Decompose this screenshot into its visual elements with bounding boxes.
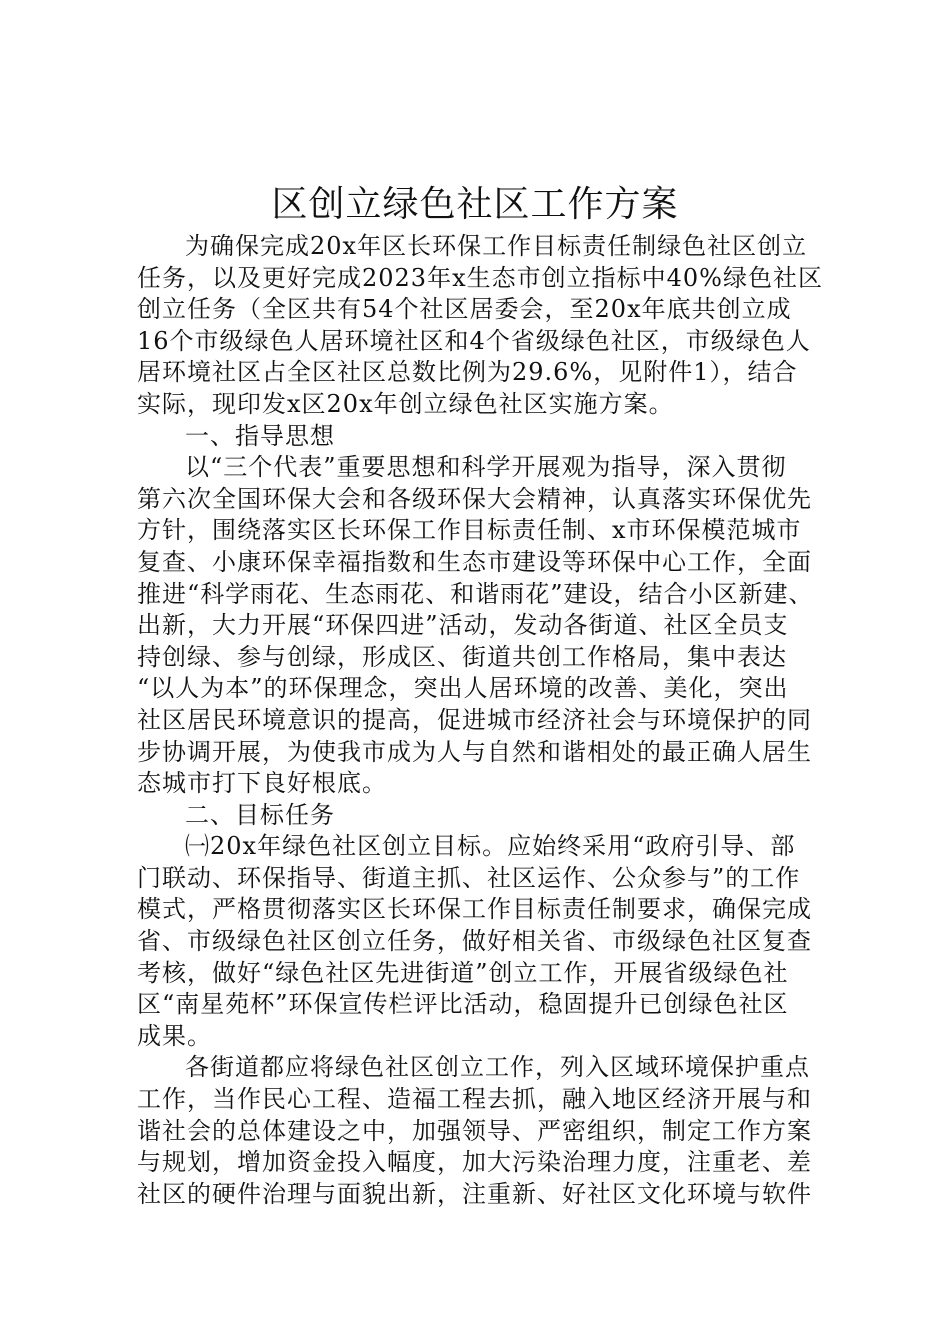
text-line: 态城市打下良好根底。 bbox=[137, 769, 387, 798]
text-line: 为确保完成20x年区长环保工作目标责任制绿色社区创立 bbox=[185, 232, 808, 260]
text-line: 区“南星苑杯”环保宣传栏评比活动，稳固提升已创绿色社区 bbox=[137, 990, 789, 1019]
text-line: 模式，严格贯彻落实区长环保工作目标责任制要求，确保完成 bbox=[137, 895, 812, 924]
text-line: 16个市级绿色人居环境社区和4个省级绿色社区，市级绿色人 bbox=[137, 326, 811, 355]
text-line: 以“三个代表”重要思想和科学开展观为指导，深入贯彻 bbox=[185, 453, 787, 482]
document-body bbox=[137, 231, 837, 1210]
text-line: 社区的硬件治理与面貌出新，注重新、好社区文化环境与软件 bbox=[137, 1179, 812, 1208]
text-line: 与规划，增加资金投入幅度，加大污染治理力度，注重老、差 bbox=[137, 1148, 812, 1177]
text-line: 省、市级绿色社区创立任务，做好相关省、市级绿色社区复查 bbox=[137, 927, 812, 956]
text-line: 任务，以及更好完成2023年x生态市创立指标中40%绿色社区 bbox=[137, 263, 823, 292]
text-line: 方针，围绕落实区长环保工作目标责任制、x市环保模范城市 bbox=[137, 516, 802, 545]
text-line: 步协调开展，为使我市成为人与自然和谐相处的最正确人居生 bbox=[137, 737, 812, 766]
text-line: 各街道都应将绿色社区创立工作，列入区域环境保护重点 bbox=[185, 1053, 810, 1082]
text-line: 社区居民环境意识的提高，促进城市经济社会与环境保护的同 bbox=[137, 705, 812, 734]
text-line: 复查、小康环保幸福指数和生态市建设等环保中心工作，全面 bbox=[137, 547, 812, 576]
document-title: 区创立绿色社区工作方案 bbox=[271, 184, 679, 225]
text-line: 创立任务（全区共有54个社区居委会，至20x年底共创立成 bbox=[137, 295, 792, 324]
text-line: 推进“科学雨花、生态雨花、和谐雨花”建设，结合小区新建、 bbox=[137, 579, 814, 608]
text-line: 二、目标任务 bbox=[185, 800, 335, 829]
text-line: 实际，现印发x区20x年创立绿色社区实施方案。 bbox=[137, 389, 674, 418]
text-line: “以人为本”的环保理念，突出人居环境的改善、美化，突出 bbox=[137, 674, 789, 703]
text-line: 居环境社区占全区社区总数比例为29.6%，见附件1），结合 bbox=[137, 358, 798, 387]
text-line: ㈠20x年绿色社区创立目标。应始终采用“政府引导、部 bbox=[185, 832, 796, 861]
text-line: 第六次全国环保大会和各级环保大会精神，认真落实环保优先 bbox=[137, 484, 812, 513]
text-line: 考核，做好“绿色社区先进街道”创立工作，开展省级绿色社 bbox=[137, 958, 789, 987]
text-line: 一、指导思想 bbox=[185, 421, 335, 450]
text-line: 持创绿、参与创绿，形成区、街道共创工作格局，集中表达 bbox=[137, 642, 787, 671]
text-line: 工作，当作民心工程、造福工程去抓，融入地区经济开展与和 bbox=[137, 1085, 812, 1114]
text-line: 谐社会的总体建设之中，加强领导、严密组织，制定工作方案 bbox=[137, 1116, 812, 1145]
text-line: 成果。 bbox=[137, 1021, 212, 1050]
text-line: 门联动、环保指导、街道主抓、社区运作、公众参与”的工作 bbox=[137, 863, 801, 892]
text-line: 出新，大力开展“环保四进”活动，发动各街道、社区全员支 bbox=[137, 611, 789, 640]
